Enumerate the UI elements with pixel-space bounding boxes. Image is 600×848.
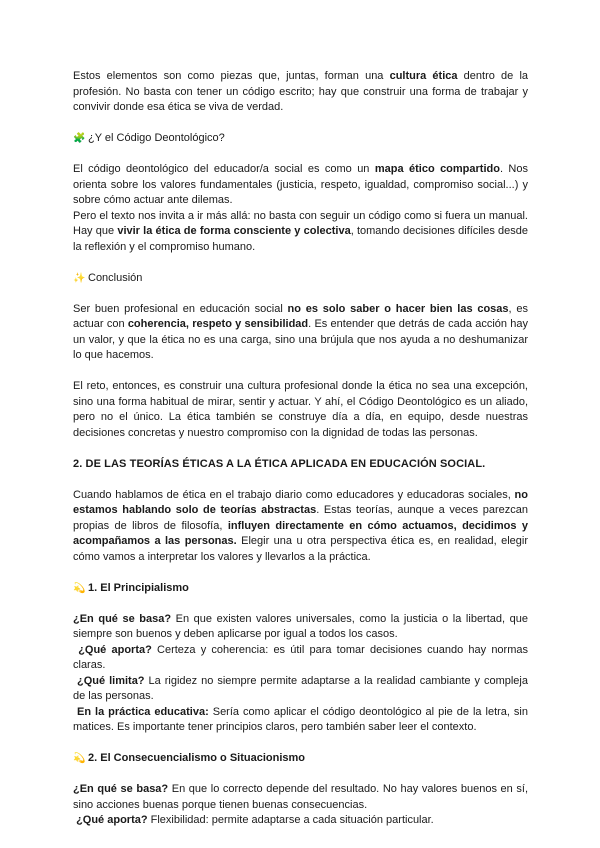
bold-text: mapa ético compartido — [374, 163, 500, 175]
answer-text: Certeza y coherencia: es útil para tomar decisiones cuando hay normas claras. — [73, 643, 528, 671]
question-label: ¿Qué aporta? — [76, 814, 148, 826]
sparkles-icon: ✨ — [73, 272, 86, 284]
text: Elegir una u otra perspectiva ética es, en realidad, elegir cómo vamos a interpretar los valores y llevarlos a la práctica. — [73, 535, 528, 563]
dizzy-star-icon: 💫 — [73, 753, 86, 764]
question-label: ¿En qué se basa? — [73, 612, 172, 625]
question-label: En la práctica educativa: — [76, 705, 209, 718]
text: . Nos orienta sobre los valores fundamentales (justicia, respeto, igualdad, compromiso social...) y sobre cómo actuar ante dilemas. — [73, 163, 528, 206]
heading-codigo-deontologico — [73, 131, 528, 147]
principialismo-limita — [73, 674, 528, 705]
bold-text: influyen directamente en cómo actuamos, decidimos y acompañamos a las personas. — [73, 519, 528, 547]
text: Pero el texto nos invita a ir más allá: no basta con seguir un código como si fuera un manual. Hay que — [73, 209, 528, 237]
puzzle-piece-icon: 🧩 — [73, 133, 86, 144]
principialismo-practica — [73, 705, 528, 736]
bold-text: coherencia, respeto y sensibilidad — [127, 318, 309, 330]
principialismo-base — [73, 612, 528, 643]
question-label: ¿Qué limita? — [76, 674, 145, 687]
paragraph-codigo — [73, 162, 528, 209]
bold-text: cultura ética — [389, 70, 458, 82]
text: dentro de la profesión. No basta con tener un código escrito; hay que construir una forma de trabajar y convivir donde esa ética se viva de verdad. — [73, 70, 528, 113]
heading-text: 1. El Principialismo — [88, 581, 189, 594]
answer-text: Sería como aplicar el código deontológico al pie de la letra, sin matices. Es importante tener principios claros, pero también saber leer el contexto. — [73, 705, 528, 733]
document-page — [73, 69, 528, 829]
heading-conclusion — [73, 271, 528, 287]
bold-text: no estamos hablando solo de teorías abstractas — [73, 488, 528, 516]
text: Ser buen profesional en educación social — [73, 302, 288, 315]
consecuencialismo-aporta — [73, 813, 528, 829]
heading-text: Conclusión — [88, 271, 143, 284]
paragraph-el-reto — [73, 379, 528, 441]
heading-principialismo — [73, 581, 528, 597]
bold-text: no es solo saber o hacer bien las cosas — [287, 302, 509, 315]
text: El reto, entonces, es construir una cultura profesional donde la ética no sea una excepción, sino una forma habitual de mirar, sentir y actuar. Y ahí, el Código Deontológico es un aliado, pero no el único. La ética también se construye día a día, en equipo, desde nuestras decisiones concretas y nuestro compromiso con la dignidad de todas las personas. — [73, 380, 528, 439]
paragraph-teorias — [73, 488, 528, 566]
heading-consecuencialismo — [73, 751, 528, 767]
paragraph-buen-profesional — [73, 302, 528, 364]
question-label: ¿En qué se basa? — [73, 783, 169, 795]
answer-text: La rigidez no siempre permite adaptarse a la realidad cambiante y compleja de las personas. — [73, 674, 528, 702]
text: El código deontológico del educador/a social es como un — [73, 163, 375, 175]
bold-text: vivir la ética de forma consciente y colectiva — [117, 225, 351, 237]
heading-text: 2. El Consecuencialismo o Situacionismo — [88, 752, 306, 764]
principialismo-aporta — [73, 643, 528, 674]
text: , es actuar con — [73, 302, 528, 330]
dizzy-star-icon: 💫 — [73, 582, 86, 594]
section-2-title: 2. DE LAS TEORÍAS ÉTICAS A LA ÉTICA APLICADA EN EDUCACIÓN SOCIAL. — [73, 457, 486, 470]
heading-text: ¿Y el Código Deontológico? — [88, 132, 225, 144]
question-label: ¿Qué aporta? — [78, 643, 152, 656]
text: Cuando hablamos de ética en el trabajo diario como educadores y educadoras sociales, — [73, 488, 515, 501]
consecuencialismo-base — [73, 782, 528, 813]
answer-text: En que existen valores universales, como la justicia o la libertad, que siempre son buenos y deben aplicarse por igual a todos los casos. — [73, 612, 528, 640]
paragraph-cultura-etica — [73, 69, 528, 116]
text: , tomando decisiones difíciles desde la reflexión y el compromiso humano. — [73, 225, 528, 253]
text: . Es entender que detrás de cada acción hay un valor, y que la ética no es una carga, sino una brújula que nos ayuda a no deshumanizar lo que hacemos. — [73, 318, 529, 361]
answer-text: Flexibilidad: permite adaptarse a cada situación particular. — [147, 814, 434, 826]
answer-text: En que lo correcto depende del resultado. No hay valores buenos en sí, sino acciones buenas porque tienen buenas consecuencias. — [73, 783, 529, 811]
paragraph-mas-alla — [73, 209, 528, 256]
text: Estos elementos son como piezas que, juntas, forman una — [73, 70, 390, 82]
text: . Estas teorías, aunque a veces parezcan propias de libros de filosofía, — [73, 504, 529, 532]
